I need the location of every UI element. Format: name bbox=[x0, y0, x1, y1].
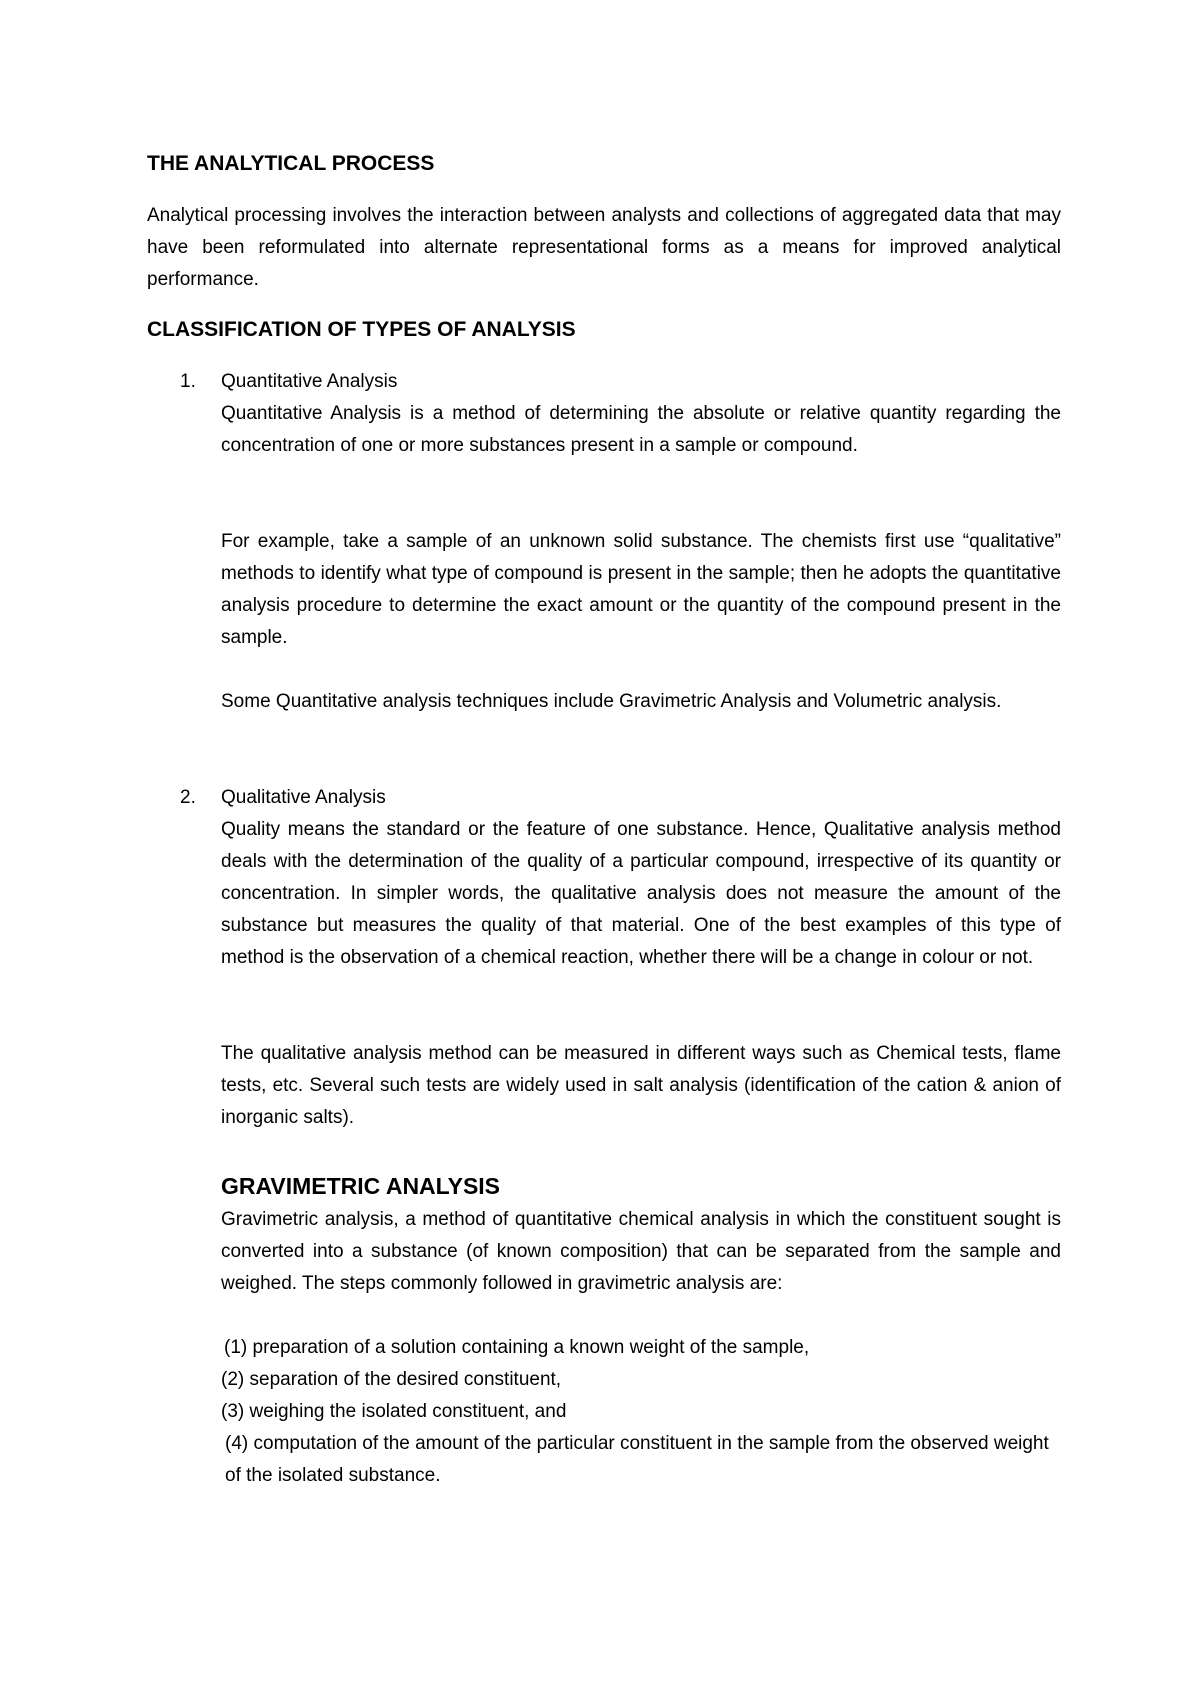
gravimetric-step-1: (1) preparation of a solution containing a known weight of the sample, bbox=[224, 1337, 810, 1358]
qualitative-paragraph-2: The qualitative analysis method can be measured in different ways such as Chemical tests, flame tests, etc. Several such tests are widely used in salt analysis (identification of the cation & anion of inorganic salts). bbox=[221, 1043, 1061, 1128]
list-number-1: 1. bbox=[180, 371, 196, 392]
quantitative-paragraph-1: Quantitative Analysis is a method of determining the absolute or relative quantity regarding the concentration of one or more substances present in a sample or compound. bbox=[221, 403, 1061, 456]
gravimetric-step-3: (3) weighing the isolated constituent, and bbox=[221, 1401, 567, 1422]
gravimetric-step-4: (4) computation of the amount of the particular constituent in the sample from the observed weight of the isolated substance. bbox=[225, 1433, 1049, 1486]
heading-analytical-process: THE ANALYTICAL PROCESS bbox=[147, 152, 435, 175]
quantitative-paragraph-3: Some Quantitative analysis techniques include Gravimetric Analysis and Volumetric analysis. bbox=[221, 691, 1002, 712]
gravimetric-step-2: (2) separation of the desired constituent, bbox=[221, 1369, 562, 1390]
heading-gravimetric: GRAVIMETRIC ANALYSIS bbox=[221, 1173, 501, 1199]
item-title-qualitative: Qualitative Analysis bbox=[221, 787, 386, 808]
gravimetric-paragraph: Gravimetric analysis, a method of quantitative chemical analysis in which the constituent sought is converted into a substance (of known composition) that can be separated from the sample and weighed. The steps commonly followed in gravimetric analysis are: bbox=[221, 1209, 1061, 1294]
item-title-quantitative: Quantitative Analysis bbox=[221, 371, 398, 392]
intro-paragraph: Analytical processing involves the interaction between analysts and collections of aggregated data that may have been reformulated into alternate representational forms as a means for improved analytical performance. bbox=[147, 205, 1061, 290]
heading-classification: CLASSIFICATION OF TYPES OF ANALYSIS bbox=[147, 318, 576, 341]
list-number-2: 2. bbox=[180, 787, 196, 808]
qualitative-paragraph-1: Quality means the standard or the feature of one substance. Hence, Qualitative analysis method deals with the determination of the quality of a particular compound, irrespective of its quantity or concentration. In simpler words, the qualitative analysis does not measure the amount of the substance but measures the quality of that material. One of the best examples of this type of method is the observation of a chemical reaction, whether there will be a change in colour or not. bbox=[221, 819, 1061, 968]
quantitative-paragraph-2: For example, take a sample of an unknown solid substance. The chemists first use “qualitative” methods to identify what type of compound is present in the sample; then he adopts the quantitative analysis procedure to determine the exact amount or the quantity of the compound present in the sample. bbox=[221, 531, 1061, 648]
